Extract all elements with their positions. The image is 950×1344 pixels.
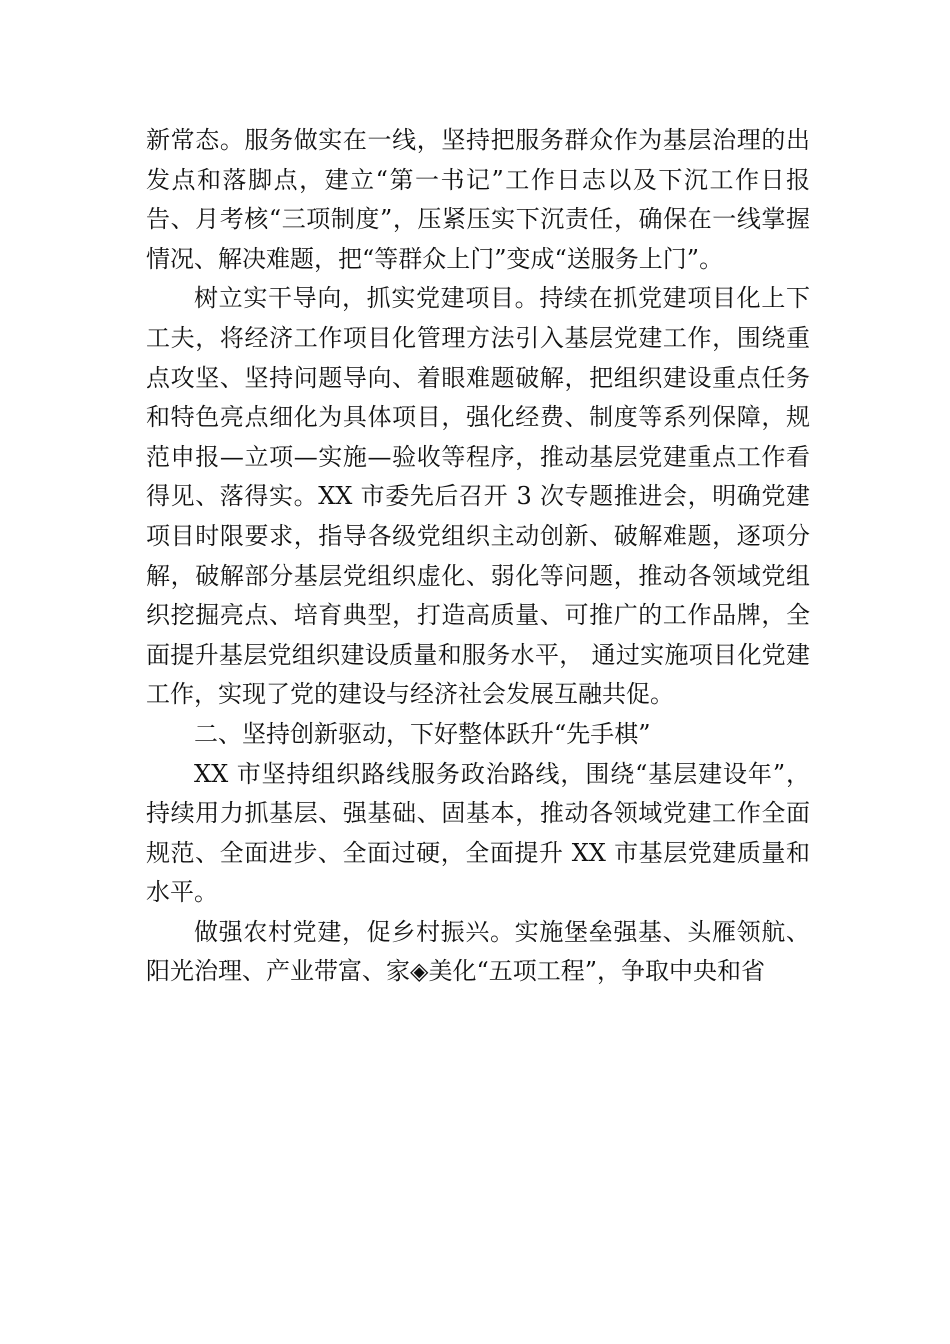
paragraph-party-projects: 树立实干导向，抓实党建项目。持续在抓党建项目化上下工夫，将经济工作项目化管理方法引入基层党建工作，围绕重点攻坚、坚持问题导向、着眼难题破解，把组织建设重点任务和特色亮点细化为具体项目，强化经费、制度等系列保障，规范申报—立项—实施—验收等程序，推动基层党建重点工作看得见、落得实。XX 市委先后召开 3 次专题推进会，明确党建项目时限要求，指导各级党组织主动创新、破解难题，逐项分解，破解部分基层党组织虚化、弱化等问题，推动各领域党组织挖掘亮点、培育典型，打造高质量、可推广的工作品牌，全面提升基层党组织建设质量和服务水平， 通过实施项目化党建工作，实现了党的建设与经济社会发展互融共促。: [146, 284, 810, 709]
paragraph-organization-line: XX 市坚持组织路线服务政治路线，围绕“基层建设年”，持续用力抓基层、强基础、固基本，推动各领域党建工作全面规范、全面进步、全面过硬，全面提升 XX 市基层党建质量和水平。: [146, 759, 810, 907]
paragraph-service-frontline: 新常态。服务做实在一线，坚持把服务群众作为基层治理的出发点和落脚点，建立“第一书记”工作日志以及下沉工作日报告、月考核“三项制度”，压紧压实下沉责任，确保在一线掌握情况、解决难题，把“等群众上门”变成“送服务上门”。: [146, 126, 810, 273]
section-heading-innovation: 二、坚持创新驱动，下好整体跃升“先手棋”: [194, 719, 651, 748]
paragraph-rural-party-building: 做强农村党建，促乡村振兴。实施堡垒强基、头雁领航、阳光治理、产业带富、家◈美化“五项工程”，争取中央和省: [146, 917, 810, 986]
document-body: [146, 121, 810, 992]
